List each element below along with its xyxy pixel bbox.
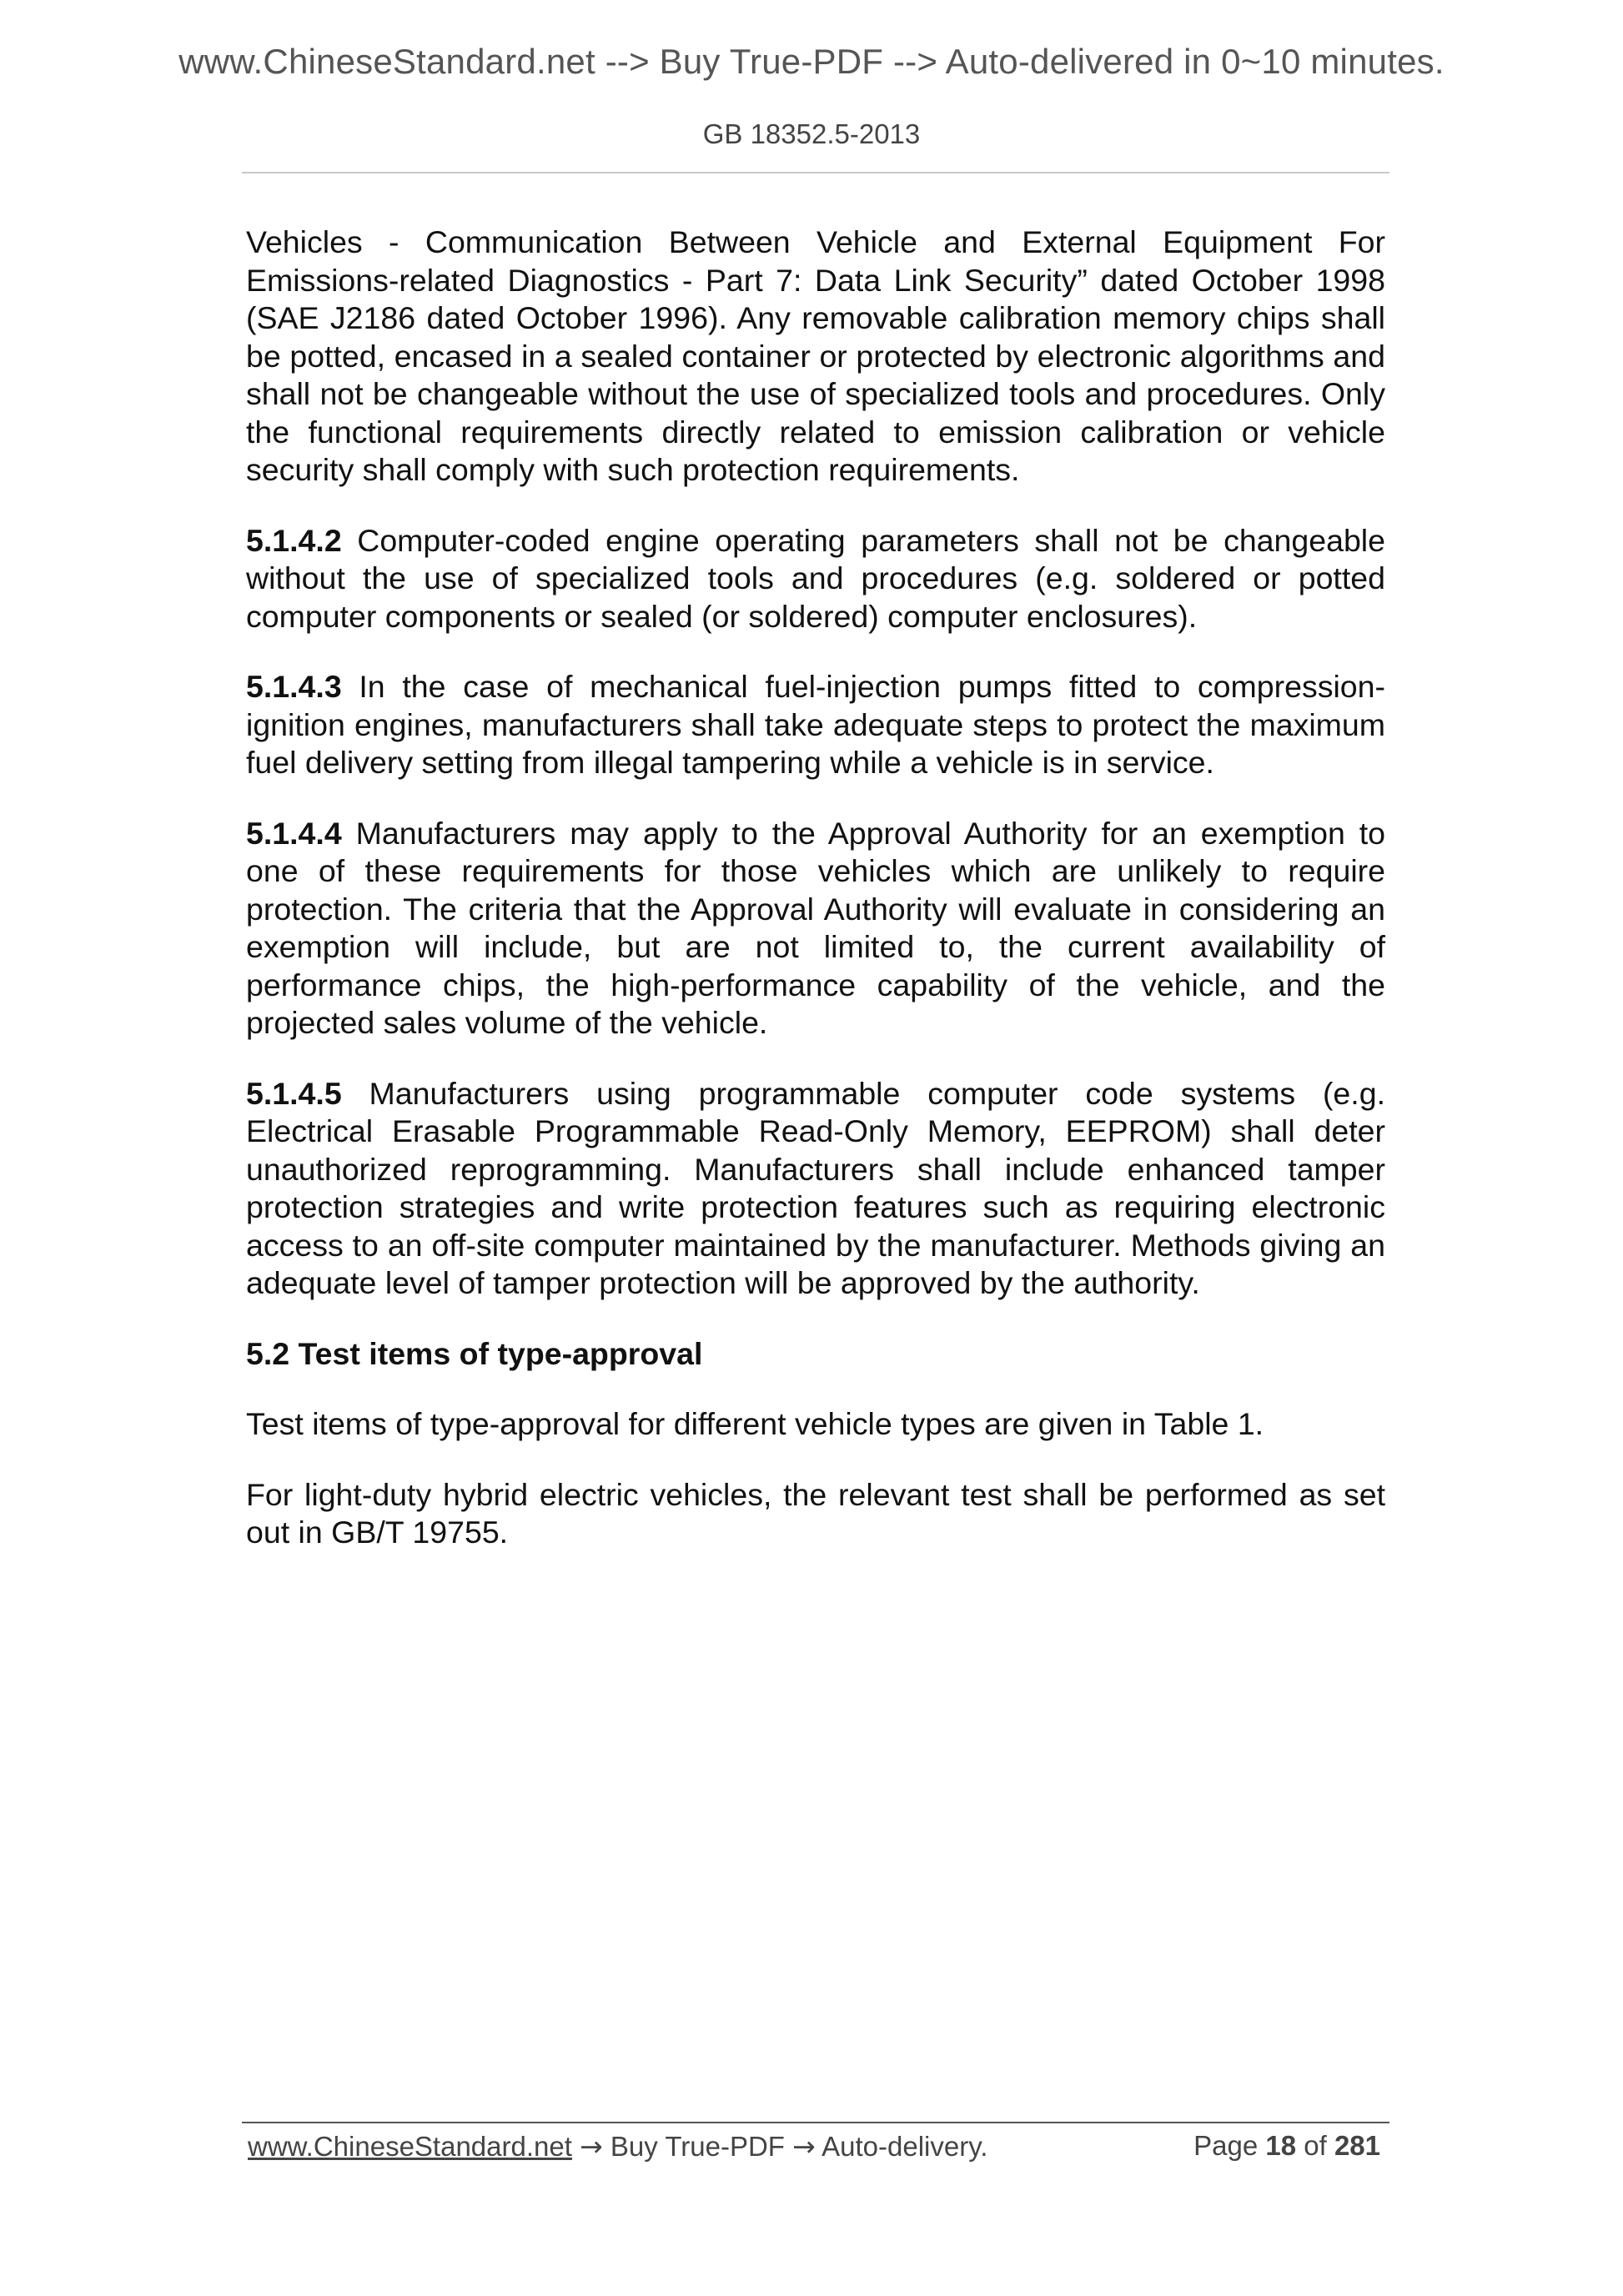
footer-buy-text: Buy True-PDF [602, 2131, 793, 2162]
of-label: of [1296, 2130, 1334, 2161]
top-banner: www.ChineseStandard.net --> Buy True-PDF --> Auto-delivered in 0~10 minutes. [178, 42, 1445, 81]
total-pages: 281 [1334, 2130, 1380, 2161]
page-label: Page [1193, 2130, 1266, 2161]
arrow-right-icon: → [580, 2130, 603, 2163]
intro-paragraph: Vehicles - Communication Between Vehicle and External Equipment For Emissions-related Diagnostics - Part 7: Data Link Security” dated October 1998 (SAE J2186 dated October 1996). Any removable calibration memory chips shall be potted, encased in a sealed container or protected by electronic algorithms and shall not be changeable without the use of specialized tools and procedures. Only the functional requirements directly related to emission calibration or vehicle security shall comply with such protection requirements. [246, 224, 1385, 487]
clause-number: 5.1.4.2 [246, 522, 342, 558]
clause-text: Manufacturers using programmable computer code systems (e.g. Electrical Erasable Programmable Read-Only Memory, EEPROM) shall deter unauthorized reprogramming. Manufacturers shall include enhanced tamper protection strategies and write protection features such as requiring electronic access to an off-site computer maintained by the manufacturer. Methods giving an adequate level of tamper protection will be approved by the authority. [246, 1075, 1385, 1300]
section-heading: 5.2 Test items of type-approval [246, 1335, 703, 1371]
clause-paragraph [246, 1075, 1385, 1303]
clause-text: Computer-coded engine operating parameters shall not be changeable without the use of specialized tools and procedures (e.g. soldered or potted computer components or sealed (or soldered) computer enclosures). [246, 522, 1385, 634]
clause-paragraph [246, 815, 1385, 1042]
footer-delivery-text: Auto-delivery. [815, 2131, 988, 2162]
page-number: 18 [1265, 2130, 1297, 2161]
page-footer [248, 2130, 1385, 2163]
clause-paragraph [246, 668, 1385, 782]
page-indicator [1193, 2130, 1380, 2162]
section-paragraph: Test items of type-approval for different vehicle types are given in Table 1. [246, 1406, 1264, 1441]
document-body [246, 224, 1385, 1585]
clause-text: Manufacturers may apply to the Approval Authority for an exemption to one of these requirements for those vehicles which are unlikely to require protection. The criteria that the Approval Authority will evaluate in considering an exemption will include, but are not limited to, the current availability of performance chips, the high-performance capability of the vehicle, and the projected sales volume of the vehicle. [246, 815, 1385, 1040]
header-divider [242, 172, 1389, 173]
section-paragraph: For light-duty hybrid electric vehicles, the relevant test shall be performed as set out in GB/T 19755. [246, 1476, 1385, 1550]
clause-paragraph [246, 522, 1385, 636]
clause-number: 5.1.4.3 [246, 669, 342, 704]
standard-code: GB 18352.5-2013 [702, 118, 921, 149]
clause-number: 5.1.4.4 [246, 815, 342, 851]
arrow-right-icon: → [792, 2130, 816, 2163]
clause-number: 5.1.4.5 [246, 1075, 342, 1111]
clause-text: In the case of mechanical fuel-injection pumps fitted to compression-ignition engines, manufacturers shall take adequate steps to protect the maximum fuel delivery setting from illegal tampering while a vehicle is in service. [246, 669, 1385, 780]
footer-site-link[interactable]: www.ChineseStandard.net [248, 2131, 572, 2162]
footer-divider [242, 2122, 1389, 2123]
